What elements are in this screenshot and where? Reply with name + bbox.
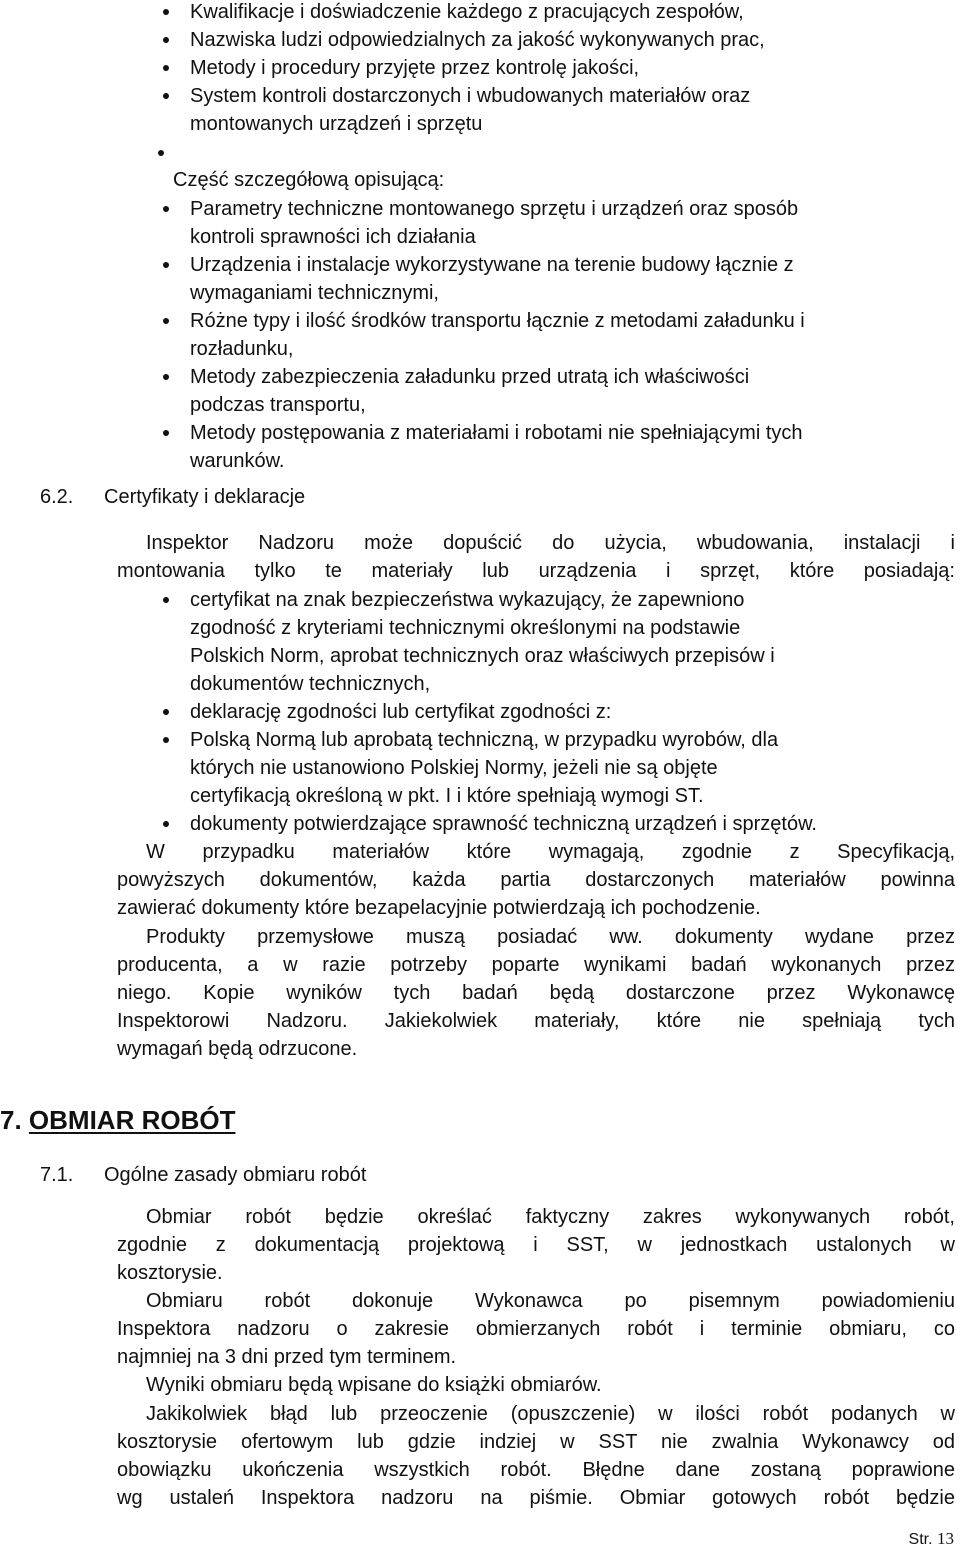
page-footer <box>909 1528 954 1551</box>
bullet-icon <box>163 262 169 268</box>
bullet-icon <box>163 65 169 71</box>
paragraph-line: Obmiaru robót dokonuje Wykonawca po pisemnym powiadomieniu <box>146 1290 955 1312</box>
list-item: Kwalifikacje i doświadczenie każdego z pracujących zespołów, <box>190 1 744 23</box>
list-item: dokumenty potwierdzające sprawność techniczną urządzeń i sprzętów. <box>190 813 817 835</box>
paragraph-line: Obmiar robót będzie określać faktyczny zakres wykonywanych robót, <box>146 1206 955 1228</box>
paragraph-line: Produkty przemysłowe muszą posiadać ww. dokumenty wydane przez <box>146 926 955 948</box>
part-detail-heading: Część szczegółową opisującą: <box>173 169 445 191</box>
list-item-continuation: zgodność z kryteriami technicznymi określonymi na podstawie <box>190 617 741 639</box>
page-label: Str. <box>908 1531 933 1548</box>
section-6-2-title: Certyfikaty i deklaracje <box>104 486 306 508</box>
list-item-continuation: rozładunku, <box>190 338 294 360</box>
list-item: Nazwiska ludzi odpowiedzialnych za jakość wykonywanych prac, <box>190 29 765 51</box>
bullet-icon <box>163 430 169 436</box>
paragraph-line: Inspektor Nadzoru może dopuścić do użycia, wbudowania, instalacji i <box>146 532 955 554</box>
list-item: Polską Normą lub aprobatą techniczną, w przypadku wyrobów, dla <box>190 729 779 751</box>
list-item-continuation: wymaganiami technicznymi, <box>190 282 439 304</box>
list-item-continuation: Polskich Norm, aprobat technicznych oraz właściwych przepisów i <box>190 645 775 667</box>
paragraph-line: producenta, a w razie potrzeby poparte wynikami badań wykonanych przez <box>117 954 955 976</box>
list-item-continuation: dokumentów technicznych, <box>190 673 431 695</box>
paragraph-line: wg ustaleń Inspektora nadzoru na piśmie. Obmiar gotowych robót będzie <box>117 1487 955 1509</box>
list-item: Metody zabezpieczenia załadunku przed utratą ich właściwości <box>190 366 750 388</box>
list-item: Urządzenia i instalacje wykorzystywane na terenie budowy łącznie z <box>190 254 794 276</box>
page-number: 13 <box>937 1529 954 1548</box>
paragraph-line: powyższych dokumentów, każda partia dostarczonych materiałów powinna <box>117 869 955 891</box>
section-7-heading <box>0 1102 235 1138</box>
list-item-continuation: kontroli sprawności ich działania <box>190 226 476 248</box>
section-7-title: OBMIAR ROBÓT <box>28 1105 236 1135</box>
bullet-icon <box>158 150 164 156</box>
list-item: certyfikat na znak bezpieczeństwa wykazujący, że zapewniono <box>190 589 745 611</box>
bullet-icon <box>163 37 169 43</box>
paragraph-line: zawierać dokumenty które bezapelacyjnie potwierdzają ich pochodzenie. <box>117 897 761 919</box>
list-item-continuation: których nie ustanowiono Polskiej Normy, jeżeli nie są objęte <box>190 757 718 779</box>
paragraph-line: montowania tylko te materiały lub urządzenia i sprzęt, które posiadają: <box>117 560 955 582</box>
paragraph-line: Jakikolwiek błąd lub przeoczenie (opuszczenie) w ilości robót podanych w <box>146 1403 955 1425</box>
list-item: Metody postępowania z materiałami i robotami nie spełniającymi tych <box>190 422 803 444</box>
paragraph-line: kosztorysie. <box>117 1262 223 1284</box>
bullet-icon <box>163 709 169 715</box>
bullet-icon <box>163 821 169 827</box>
bullet-icon <box>163 374 169 380</box>
bullet-icon <box>163 9 169 15</box>
list-item-continuation: warunków. <box>190 450 285 472</box>
paragraph-line: niego. Kopie wyników tych badań będą dostarczone przez Wykonawcę <box>117 982 955 1004</box>
paragraph-line: Wyniki obmiaru będą wpisane do książki obmiarów. <box>146 1374 602 1396</box>
section-7-number: 7. <box>0 1105 22 1135</box>
bullet-icon <box>163 737 169 743</box>
list-item-continuation: certyfikacją określoną w pkt. I i które spełniają wymogi ST. <box>190 785 704 807</box>
bullet-icon <box>163 597 169 603</box>
list-item: Parametry techniczne montowanego sprzętu i urządzeń oraz sposób <box>190 198 799 220</box>
paragraph-line: obowiązku ukończenia wszystkich robót. Błędne dane zostaną poprawione <box>117 1459 955 1481</box>
paragraph-line: zgodnie z dokumentacją projektową i SST, w jednostkach ustalonych w <box>117 1234 955 1256</box>
bullet-icon <box>163 93 169 99</box>
bullet-icon <box>163 206 169 212</box>
paragraph-line: W przypadku materiałów które wymagają, zgodnie z Specyfikacją, <box>146 841 955 863</box>
paragraph-line: Inspektora nadzoru o zakresie obmierzanych robót i terminie obmiaru, co <box>117 1318 955 1340</box>
list-item: Różne typy i ilość środków transportu łącznie z metodami załadunku i <box>190 310 805 332</box>
list-item: Metody i procedury przyjęte przez kontrolę jakości, <box>190 57 640 79</box>
paragraph-line: najmniej na 3 dni przed tym terminem. <box>117 1346 457 1368</box>
bullet-icon <box>163 318 169 324</box>
paragraph-line: Inspektorowi Nadzoru. Jakiekolwiek materiały, które nie spełniają tych <box>117 1010 955 1032</box>
paragraph-line: wymagań będą odrzucone. <box>117 1038 358 1060</box>
list-item-continuation: montowanych urządzeń i sprzętu <box>190 113 483 135</box>
list-item: deklarację zgodności lub certyfikat zgodności z: <box>190 701 612 723</box>
paragraph-line: kosztorysie ofertowym lub gdzie indziej w SST nie zwalnia Wykonawcy od <box>117 1431 955 1453</box>
section-7-1-number: 7.1. <box>40 1164 74 1186</box>
list-item-continuation: podczas transportu, <box>190 394 366 416</box>
list-item: System kontroli dostarczonych i wbudowanych materiałów oraz <box>190 85 751 107</box>
section-6-2-number: 6.2. <box>40 486 74 508</box>
section-7-1-title: Ogólne zasady obmiaru robót <box>104 1164 367 1186</box>
